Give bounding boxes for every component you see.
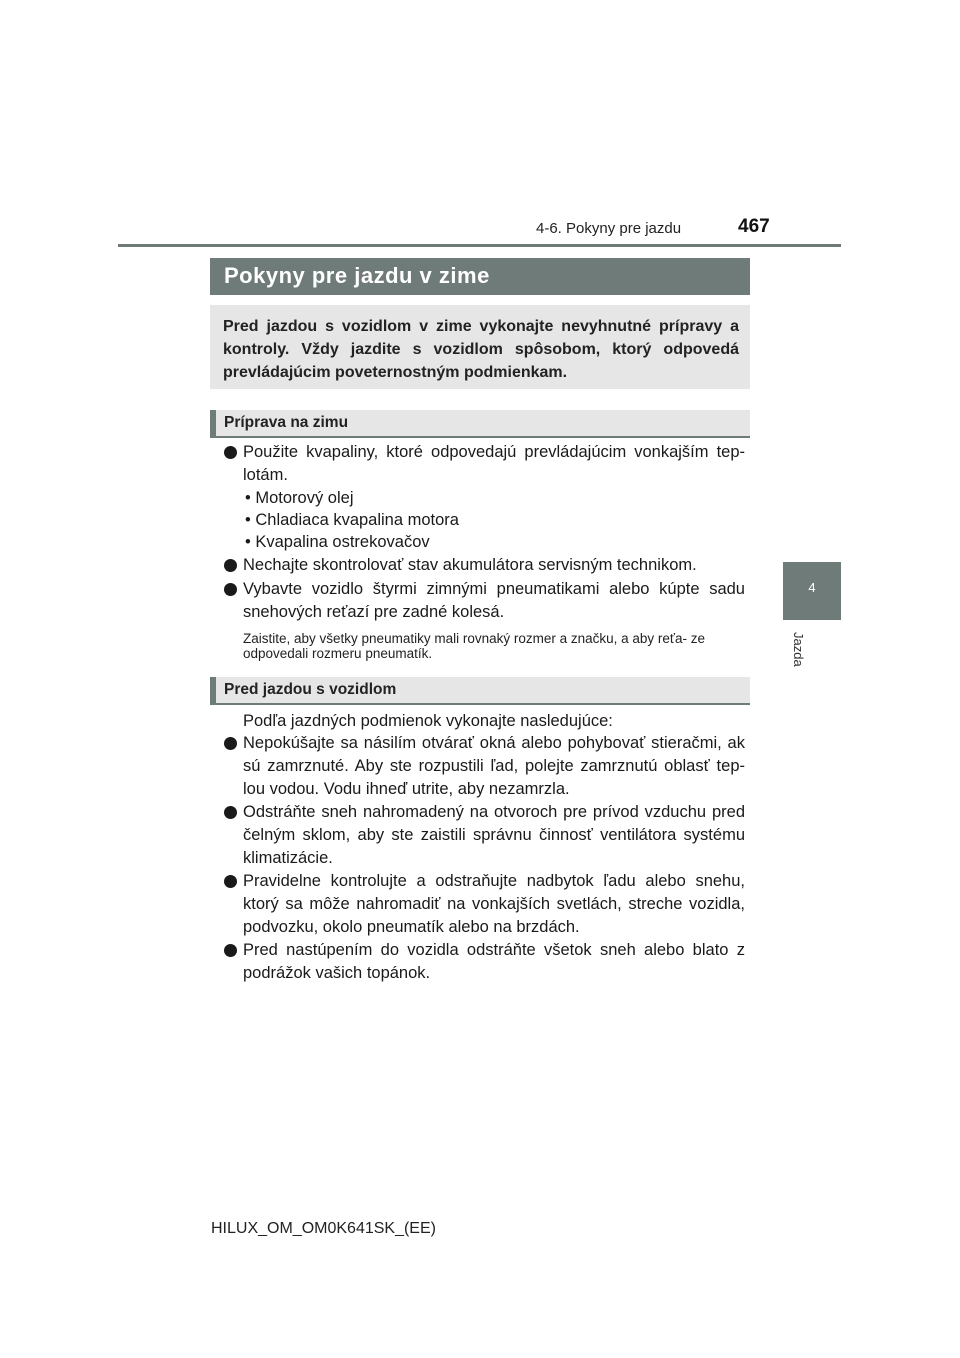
page-title-bar <box>210 258 750 295</box>
bullet-icon <box>224 737 237 750</box>
section-heading-before-driving <box>210 677 750 705</box>
list-item <box>220 554 745 577</box>
bullet-icon <box>224 446 237 459</box>
bullet-icon <box>224 944 237 957</box>
intro-text: Pred jazdou s vozidlom v zime vykonajte nevyhnutné prípravy a kontroly. Vždy jazdite s vozidlom spôsobom, ktorý odpovedá prevládajúcim poveternostným podmienkam. <box>223 318 739 381</box>
list-item-text: Vybavte vozidlo štyrmi zimnými pneumatikami alebo kúpte sadu snehových reťazí pre zadné kolesá. <box>243 580 745 621</box>
list-item <box>220 578 745 624</box>
chapter-section-title: 4-6. Pokyny pre jazdu <box>536 220 682 237</box>
sub-list-item: • Chladiaca kvapalina motora <box>245 511 459 529</box>
sub-list-item: • Kvapalina ostrekovačov <box>245 533 430 551</box>
list-item-text: Nepokúšajte sa násilím otvárať okná alebo pohybovať stieračmi, ak sú zamrznuté. Aby ste rozpustili ľad, polejte zamrznutú oblasť tep- lou vodou. Vodu ihneď utrite, aby nezamrzla. <box>243 734 745 798</box>
page-number: 467 <box>738 216 770 237</box>
chapter-tab[interactable] <box>783 562 841 620</box>
sub-list-item: • Motorový olej <box>245 489 354 507</box>
page-title: Pokyny pre jazdu v zime <box>224 263 490 288</box>
section-lead-text: Podľa jazdných podmienok vykonajte nasledujúce: <box>243 712 613 730</box>
section-title: Pred jazdou s vozidlom <box>224 681 397 698</box>
bullet-icon <box>224 875 237 888</box>
list-item <box>220 441 745 487</box>
list-item-text: Nechajte skontrolovať stav akumulátora servisným technikom. <box>243 556 697 574</box>
list-item <box>220 870 745 939</box>
list-item <box>220 732 745 801</box>
chapter-tab-number: 4 <box>808 580 816 595</box>
section-title: Príprava na zimu <box>224 414 349 431</box>
bullet-icon <box>224 583 237 596</box>
section-heading-preparation <box>210 410 750 438</box>
list-item-text: Pred nastúpením do vozidla odstráňte všetok sneh alebo blato z podrážok vašich topánok. <box>243 941 745 982</box>
note-text: Zaistite, aby všetky pneumatiky mali rovnaký rozmer a značku, a aby reťa- ze odpovedali rozmeru pneumatík. <box>243 631 705 661</box>
bullet-icon <box>224 806 237 819</box>
list-item-text: Odstráňte sneh nahromadený na otvoroch pre prívod vzduchu pred čelným sklom, aby ste zaistili správnu činnosť ventilátora systému klimatizácie. <box>243 803 745 867</box>
list-item-text: Použite kvapaliny, ktoré odpovedajú prevládajúcim vonkajším tep- lotám. <box>243 443 745 484</box>
document-code-footer: HILUX_OM_OM0K641SK_(EE) <box>211 1220 436 1237</box>
list-item <box>220 939 745 985</box>
list-item-text: Pravidelne kontrolujte a odstraňujte nadbytok ľadu alebo snehu, ktorý sa môže nahromadiť na vonkajších svetlách, streche vozidla, podvozku, okolo pneumatík alebo na brzdách. <box>243 872 745 936</box>
header-divider <box>118 244 841 247</box>
list-item <box>220 801 745 870</box>
intro-box <box>210 305 750 389</box>
chapter-tab-label: Jazda <box>791 632 806 667</box>
bullet-icon <box>224 559 237 572</box>
